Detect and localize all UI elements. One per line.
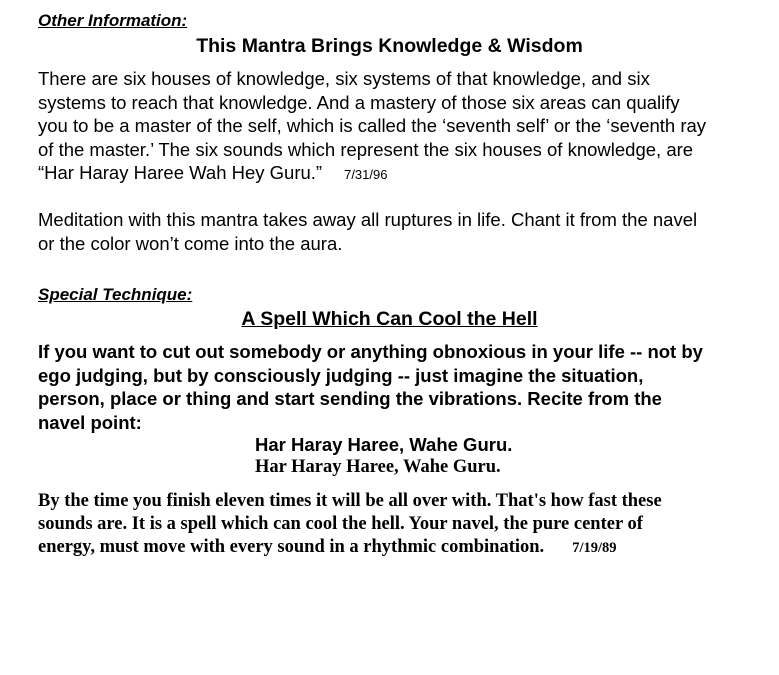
paragraph-closing — [38, 490, 768, 560]
paragraph-line: If you want to cut out somebody or anything obnoxious in your life -- not by — [38, 341, 703, 362]
section-label-other-information: Other Information: — [38, 11, 188, 30]
mantra-line-sans: Har Haray Haree, Wahe Guru. — [255, 434, 513, 455]
section-label-special-technique: Special Technique: — [38, 285, 193, 304]
paragraph-line: There are six houses of knowledge, six systems of that knowledge, and six — [38, 68, 650, 89]
paragraph-line: you to be a master of the self, which is called the ‘seventh self’ or the ‘seventh ray — [38, 115, 707, 136]
paragraph-line: Meditation with this mantra takes away all ruptures in life. Chant it from the navel — [38, 209, 698, 230]
paragraph-instructions — [38, 340, 763, 434]
paragraph-line: or the color won’t come into the aura. — [38, 232, 343, 254]
paragraph-line: navel point: — [38, 411, 142, 433]
paragraph-line: By the time you finish eleven times it will be all over with. That's how fast these — [38, 491, 662, 511]
date-stamp: 7/31/96 — [344, 167, 388, 182]
paragraph-line: of the master.’ The six sounds which represent the six houses of knowledge, are — [38, 138, 694, 160]
section-title-spell: A Spell Which Can Cool the Hell — [241, 308, 538, 330]
paragraph-line-with-date — [38, 161, 758, 187]
date-stamp: 7/19/89 — [572, 540, 617, 556]
paragraph-line-with-date — [38, 536, 768, 560]
paragraph-meditation — [38, 208, 758, 255]
paragraph-line: sounds are. It is a spell which can cool the hell. Your navel, the pure center of — [38, 514, 643, 534]
paragraph-six-houses — [38, 67, 758, 187]
paragraph-line: ego judging, but by consciously judging -- just imagine the situation, — [38, 364, 644, 386]
section-title-mantra-knowledge: This Mantra Brings Knowledge & Wisdom — [196, 35, 583, 57]
closing-text: energy, must move with every sound in a rhythmic combination. — [38, 537, 545, 557]
paragraph-line: systems to reach that knowledge. And a mastery of those six areas can qualify — [38, 91, 680, 113]
mantra-quote: “Har Haray Haree Wah Hey Guru.” — [38, 162, 323, 183]
mantra-line-serif: Har Haray Haree, Wahe Guru. — [255, 457, 501, 477]
paragraph-line: person, place or thing and start sending the vibrations. Recite from the — [38, 388, 662, 409]
